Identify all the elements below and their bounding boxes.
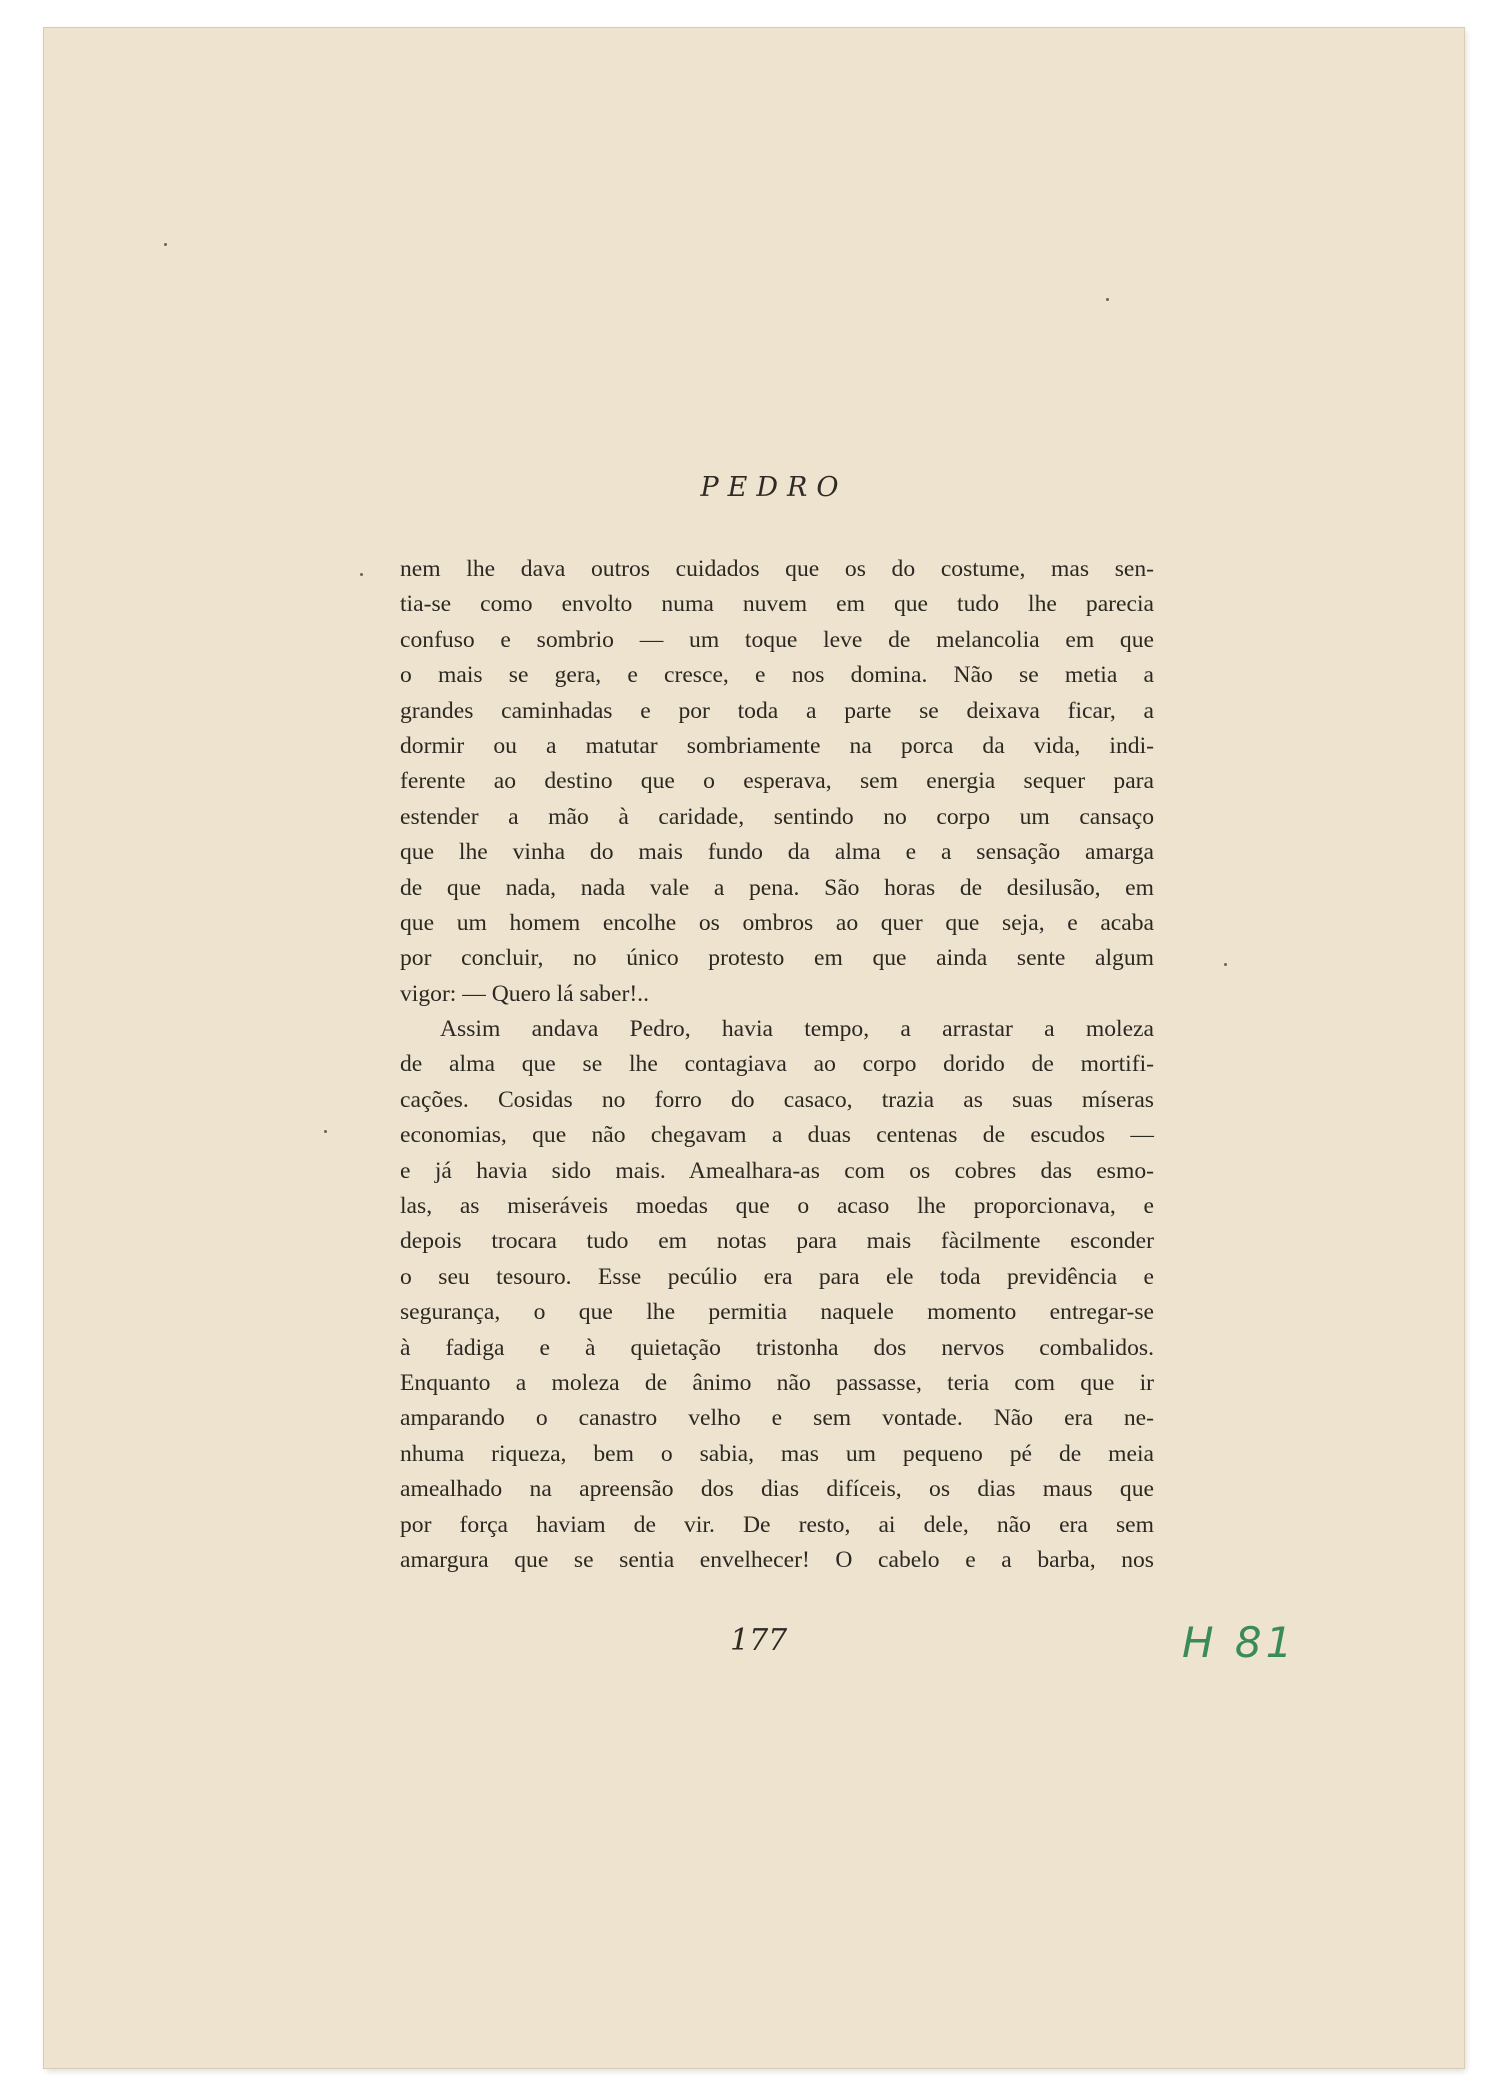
text-line: de que nada, nada vale a pena. São horas de desilusão, em bbox=[400, 874, 1154, 901]
text-line: por concluir, no único protesto em que ainda sente algum bbox=[400, 945, 1154, 972]
page-number: 177 bbox=[730, 1623, 788, 1658]
text-line: Enquanto a moleza de ânimo não passasse, teria com que ir bbox=[400, 1369, 1154, 1396]
paper-speck bbox=[324, 1130, 327, 1133]
text-line: e já havia sido mais. Amealhara-as com os cobres das esmo- bbox=[400, 1157, 1154, 1184]
body-text bbox=[400, 552, 1154, 1578]
text-line: o seu tesouro. Esse pecúlio era para ele toda previdência e bbox=[400, 1263, 1154, 1290]
text-line: confuso e sombrio — um toque leve de melancolia em que bbox=[400, 626, 1154, 653]
book-page bbox=[44, 28, 1464, 2068]
text-line: amealhado na apreensão dos dias difíceis, os dias maus que bbox=[400, 1476, 1154, 1503]
text-line: vigor: — Quero lá saber!.. bbox=[400, 980, 649, 1007]
paper-speck bbox=[1106, 298, 1109, 301]
text-line: las, as miseráveis moedas que o acaso lhe proporcionava, e bbox=[400, 1193, 1154, 1220]
paper-speck bbox=[1224, 963, 1227, 966]
text-line: segurança, o que lhe permitia naquele momento entregar-se bbox=[400, 1299, 1154, 1326]
text-line: amargura que se sentia envelhecer! O cabelo e a barba, nos bbox=[400, 1546, 1154, 1573]
text-line: grandes caminhadas e por toda a parte se deixava ficar, a bbox=[400, 697, 1154, 724]
text-line: que lhe vinha do mais fundo da alma e a sensação amarga bbox=[400, 839, 1154, 866]
text-line: tia-se como envolto numa nuvem em que tudo lhe parecia bbox=[400, 591, 1154, 618]
text-line: nem lhe dava outros cuidados que os do costume, mas sen- bbox=[400, 556, 1154, 582]
text-line: depois trocara tudo em notas para mais fàcilmente esconder bbox=[400, 1228, 1154, 1255]
running-head: PEDRO bbox=[700, 472, 848, 503]
text-line: economias, que não chegavam a duas centenas de escudos — bbox=[400, 1122, 1154, 1149]
paper-speck bbox=[164, 243, 167, 246]
paper-speck bbox=[360, 573, 363, 576]
text-line: nhuma riqueza, bem o sabia, mas um pequeno pé de meia bbox=[400, 1440, 1154, 1467]
text-line: ferente ao destino que o esperava, sem energia sequer para bbox=[400, 768, 1154, 795]
text-line: de alma que se lhe contagiava ao corpo dorido de mortifi- bbox=[400, 1051, 1154, 1078]
text-line: estender a mão à caridade, sentindo no corpo um cansaço bbox=[400, 803, 1154, 830]
text-line: à fadiga e à quietação tristonha dos nervos combalidos. bbox=[400, 1334, 1154, 1361]
text-line: o mais se gera, e cresce, e nos domina. Não se metia a bbox=[400, 662, 1154, 689]
text-line: dormir ou a matutar sombriamente na porca da vida, indi- bbox=[400, 732, 1154, 759]
paragraph-start-line: Assim andava Pedro, havia tempo, a arrastar a moleza bbox=[440, 1016, 1154, 1043]
text-line: que um homem encolhe os ombros ao quer que seja, e acaba bbox=[400, 909, 1154, 936]
text-line: cações. Cosidas no forro do casaco, trazia as suas míseras bbox=[400, 1086, 1154, 1113]
text-line: amparando o canastro velho e sem vontade. Não era ne- bbox=[400, 1405, 1154, 1432]
text-line: por força haviam de vir. De resto, ai dele, não era sem bbox=[400, 1511, 1154, 1538]
archive-pencil-mark: H 81 bbox=[1182, 1618, 1297, 1667]
